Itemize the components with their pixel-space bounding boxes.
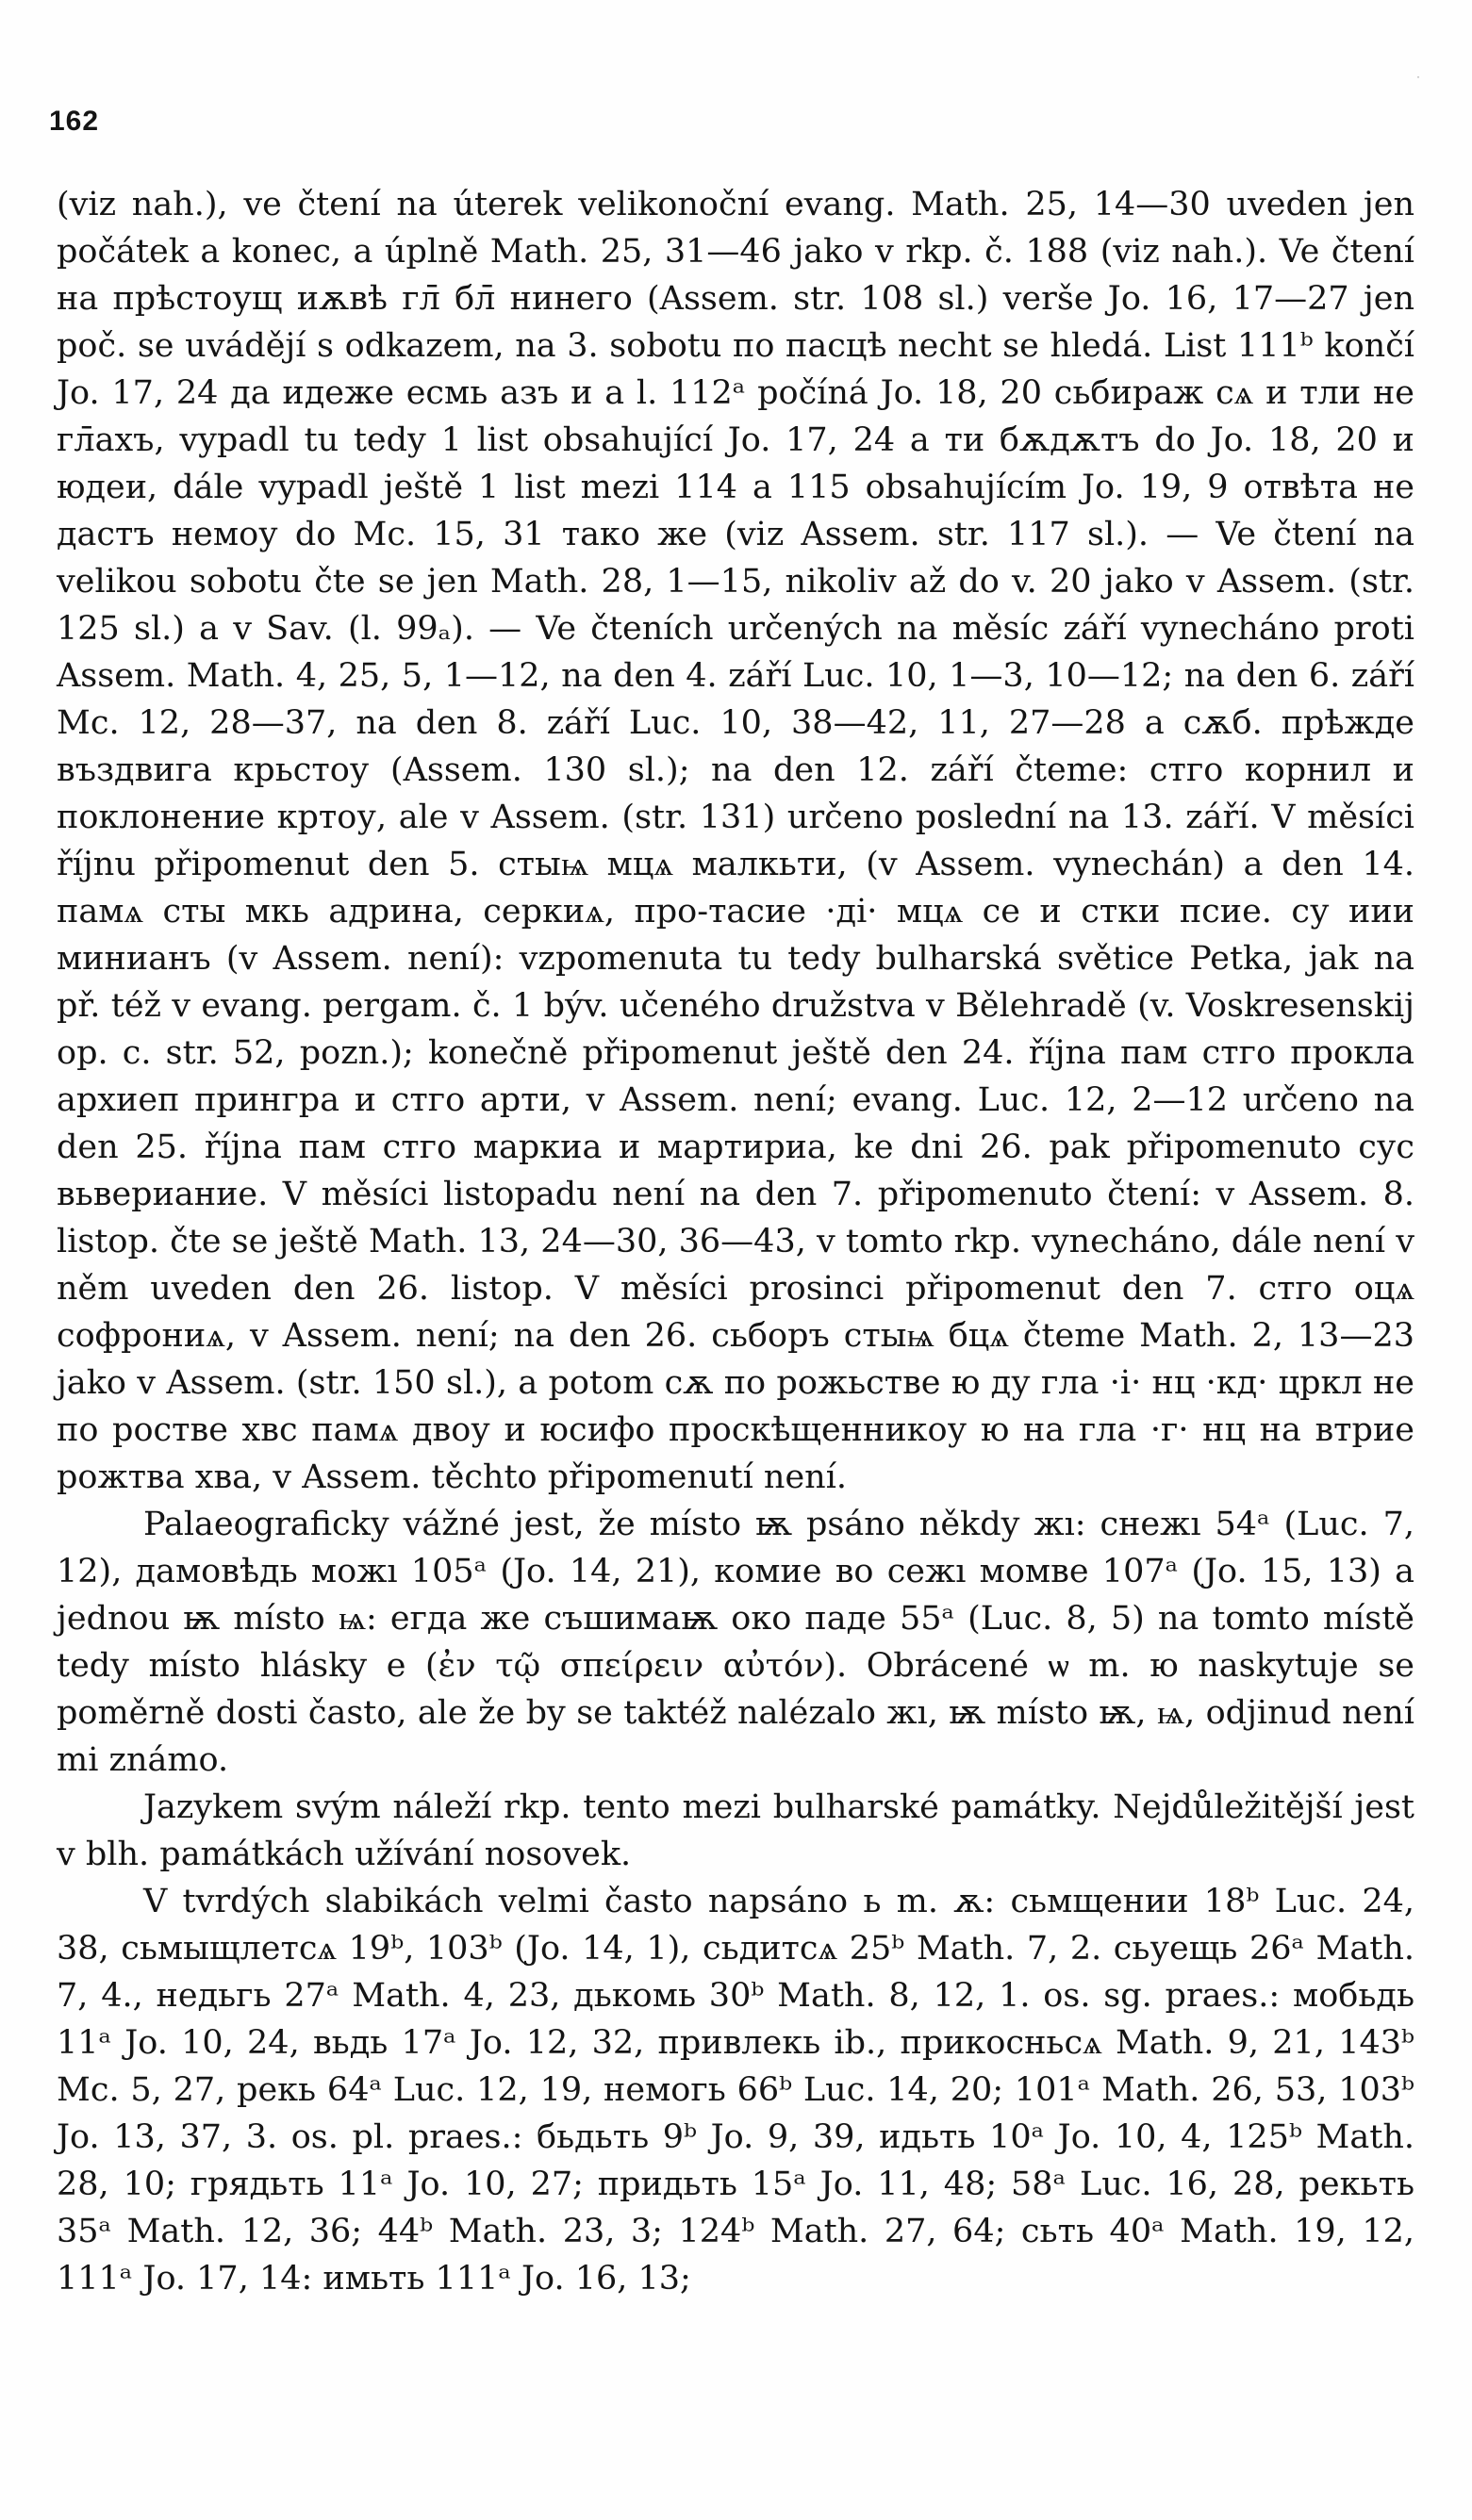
paragraph-language: Jazykem svým náleží rkp. tento mezi bulharské památky. Nejdůležitější jest v blh. památkách užívání nosovek. xyxy=(57,1788,1414,1873)
paragraph-nasal-vowels: V tvrdých slabikách velmi často napsáno ь m. ѫ: сьмщении 18ᵇ Luc. 24, 38, сьмыщлетсѧ 19ᵇ, 103ᵇ (Jo. 14, 1), сьдитсѧ 25ᵇ Math. 7, 2. сьуещь 26ᵃ Math. 7, 4., недьгь 27ᵃ Math. 4, 23, дькомь 30ᵇ Math. 8, 12, 1. os. sg. praes.: мобьдь 11ᵃ Jo. 10, 24, вьдь 17ᵃ Jo. 12, 32, привлекь ib., прикосньсѧ Math. 9, 21, 143ᵇ Mc. 5, 27, рекь 64ᵃ Luc. 12, 19, немогь 66ᵇ Luc. 14, 20; 101ᵃ Math. 26, 53, 103ᵇ Jo. 13, 37, 3. os. pl. praes.: бьдьть 9ᵇ Jo. 9, 39, идьть 10ᵃ Jo. 10, 4, 125ᵇ Math. 28, 10; грядьть 11ᵃ Jo. 10, 27; придьть 15ᵃ Jo. 11, 48; 58ᵃ Luc. 16, 28, рекьть 35ᵃ Math. 12, 36; 44ᵇ Math. 23, 3; 124ᵇ Math. 27, 64; сьть 40ᵃ Math. 19, 12, 111ᵃ Jo. 17, 14: имьть 111ᵃ Jo. 16, 13; xyxy=(57,1883,1414,2298)
scan-corner-mark: · xyxy=(1416,70,1420,83)
paragraph-lectionary-notes: (viz nah.), ve čtení na úterek velikonoční evang. Math. 25, 14—30 uveden jen počátek a konec, a úplně Math. 25, 31—46 jako v rkp. č. 188 (viz nah.). Ve čtení на прѣстоущ иѫвѣ гл̄ бл̄ нинего (Assem. str. 108 sl.) verše Jo. 16, 17—27 jen poč. se uvádějí s odkazem, na 3. sobotu по пасцѣ necht se hledá. List 111ᵇ končí Jo. 17, 24 да идеже есмь азъ и a l. 112ᵃ počíná Jo. 18, 20 сьбирaж сѧ и тли не гл̄ахъ, vypadl tu tedy 1 list obsahující Jo. 17, 24 а ти бѫдѫтъ do Jo. 18, 20 и юдеи, dále vypadl ještě 1 list mezi 114 a 115 obsahujícím Jo. 19, 9 отвѣта не дастъ немоу do Mc. 15, 31 тако же (viz Assem. str. 117 sl.). — Ve čtení na velikou sobotu čte se jen Math. 28, 1—15, nikoliv až do v. 20 jako v Assem. (str. 125 sl.) a v Sav. (l. 99ₐ). — Ve čteních určených na měsíc září vynecháno proti Assem. Math. 4, 25, 5, 1—12, na den 4. září Luc. 10, 1—3, 10—12; na den 6. září Mc. 12, 28—37, na den 8. září Luc. 10, 38—42, 11, 27—28 a сѫб. прѣжде въздвига крьстоу (Assem. 130 sl.); na den 12. září čteme: стго корнил и поклонение кртоу, ale v Assem. (str. 131) určeno poslední na 13. září. V měsíci říjnu připomenut den 5. стыѩ мцѧ малкьти, (v Assem. vynechán) a den 14. памѧ сты мкь адрина, серкиѧ, про-тасие ·дi· мцѧ се и стки псие. су иии минианъ (v Assem. není): vzpomenuta tu tedy bulharská světice Petka, jak na př. též v evang. pergam. č. 1 býv. učeného družstva v Bělehradě (v. Voskresenskij op. c. str. 52, pozn.); konečně připomenut ještě den 24. října пам стго прокла архиеп прингра и стго арти, v Assem. není; evang. Luc. 12, 2—12 určeno na den 25. října пам стго маркиа и мартириа, ke dni 26. pak připomenuto сус вьвериание. V měsíci listopadu není na den 7. připomenuto čtení: v Assem. 8. listop. čte se ještě Math. 13, 24—30, 36—43, v tomto rkp. vynecháno, dále není v něm uveden den 26. listop. V měsíci prosinci připomenut den 7. стго оцѧ софрониѧ, v Assem. není; na den 26. сьборъ стыѩ бцѧ čteme Math. 2, 13—23 jako v Assem. (str. 150 sl.), a potom сѫ по рожьстве ю ду гла ·i· нц ·кд· цркл не по ростве хвс памѧ двоу и юсифо проскѣщенникоу ю на гла ·г· нц на втрие рожтва хва, v Assem. těchto připomenutí není. xyxy=(57,186,1414,1496)
paragraph-palaeography: Palaeograficky vážné jest, že místo ѭ psáno někdy жı: снежı 54ᵃ (Luc. 7, 12), дамовѣдь можı 105ᵃ (Jo. 14, 21), комие во сежı момве 107ᵃ (Jo. 15, 13) a jednou ѭ místo ѩ: егда же съшимаѭ око паде 55ᵃ (Luc. 8, 5) na tomto místě tedy místo hlásky е (ἐν τῷ σπείρειν αὐτόν). Obrácené ѡ m. ю naskytuje se poměrně dosti často, ale že by se taktéž nalézalo жı, ѭ místo ѭ, ѩ, odjinud není mi známo. xyxy=(57,1506,1414,1779)
page-number: 162 xyxy=(49,106,100,137)
body-text xyxy=(57,181,1414,2302)
